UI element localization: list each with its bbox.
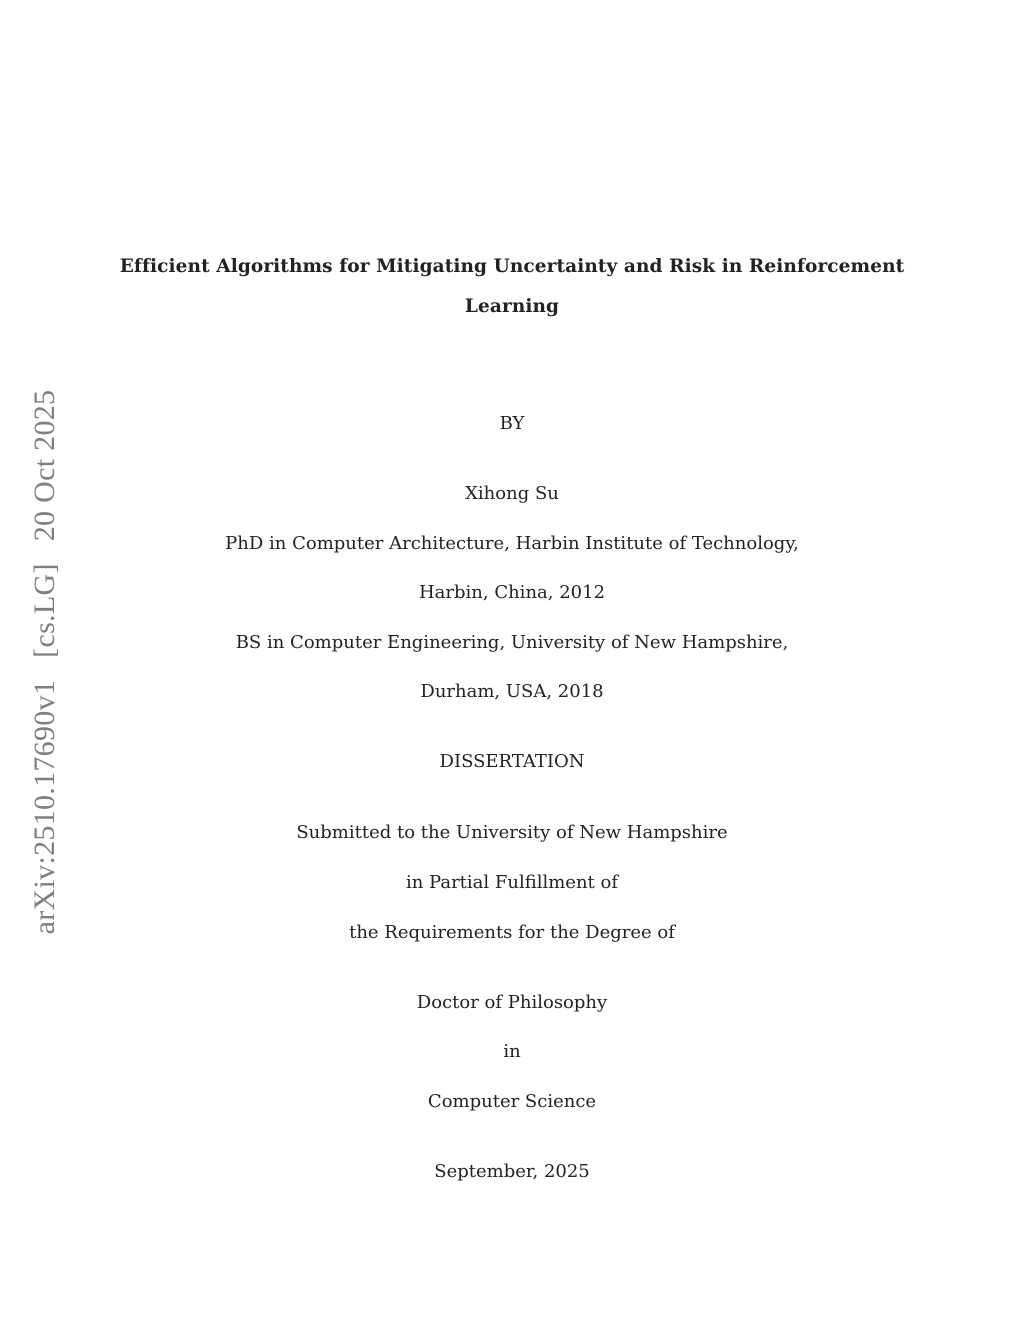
author-name: Xihong Su [465,483,559,504]
arxiv-side-stamp [28,390,62,935]
degree-connector: in [503,1041,521,1062]
bs-degree-line-2: Durham, USA, 2018 [420,681,604,702]
submission-date: September, 2025 [434,1161,590,1182]
phd-degree-line-1: PhD in Computer Architecture, Harbin Institute of Technology, [225,533,799,554]
arxiv-date: 20 Oct 2025 [28,389,61,542]
by-label: BY [499,413,525,434]
title-line-2: Learning [464,296,560,317]
degree-name: Doctor of Philosophy [416,992,608,1013]
arxiv-id: arXiv:2510.17690v1 [28,679,61,935]
document-type: DISSERTATION [439,751,585,772]
submission-line-3: the Requirements for the Degree of [349,922,675,943]
submission-line-2: in Partial Fulfillment of [405,872,619,893]
degree-field: Computer Science [427,1091,597,1112]
submission-line-1: Submitted to the University of New Hampshire [296,822,728,843]
phd-degree-line-2: Harbin, China, 2012 [418,582,606,603]
bs-degree-line-1: BS in Computer Engineering, University of New Hampshire, [235,632,789,653]
title-line-1: Efficient Algorithms for Mitigating Uncertainty and Risk in Reinforcement [119,256,905,277]
arxiv-category: [cs.LG] [28,563,61,658]
